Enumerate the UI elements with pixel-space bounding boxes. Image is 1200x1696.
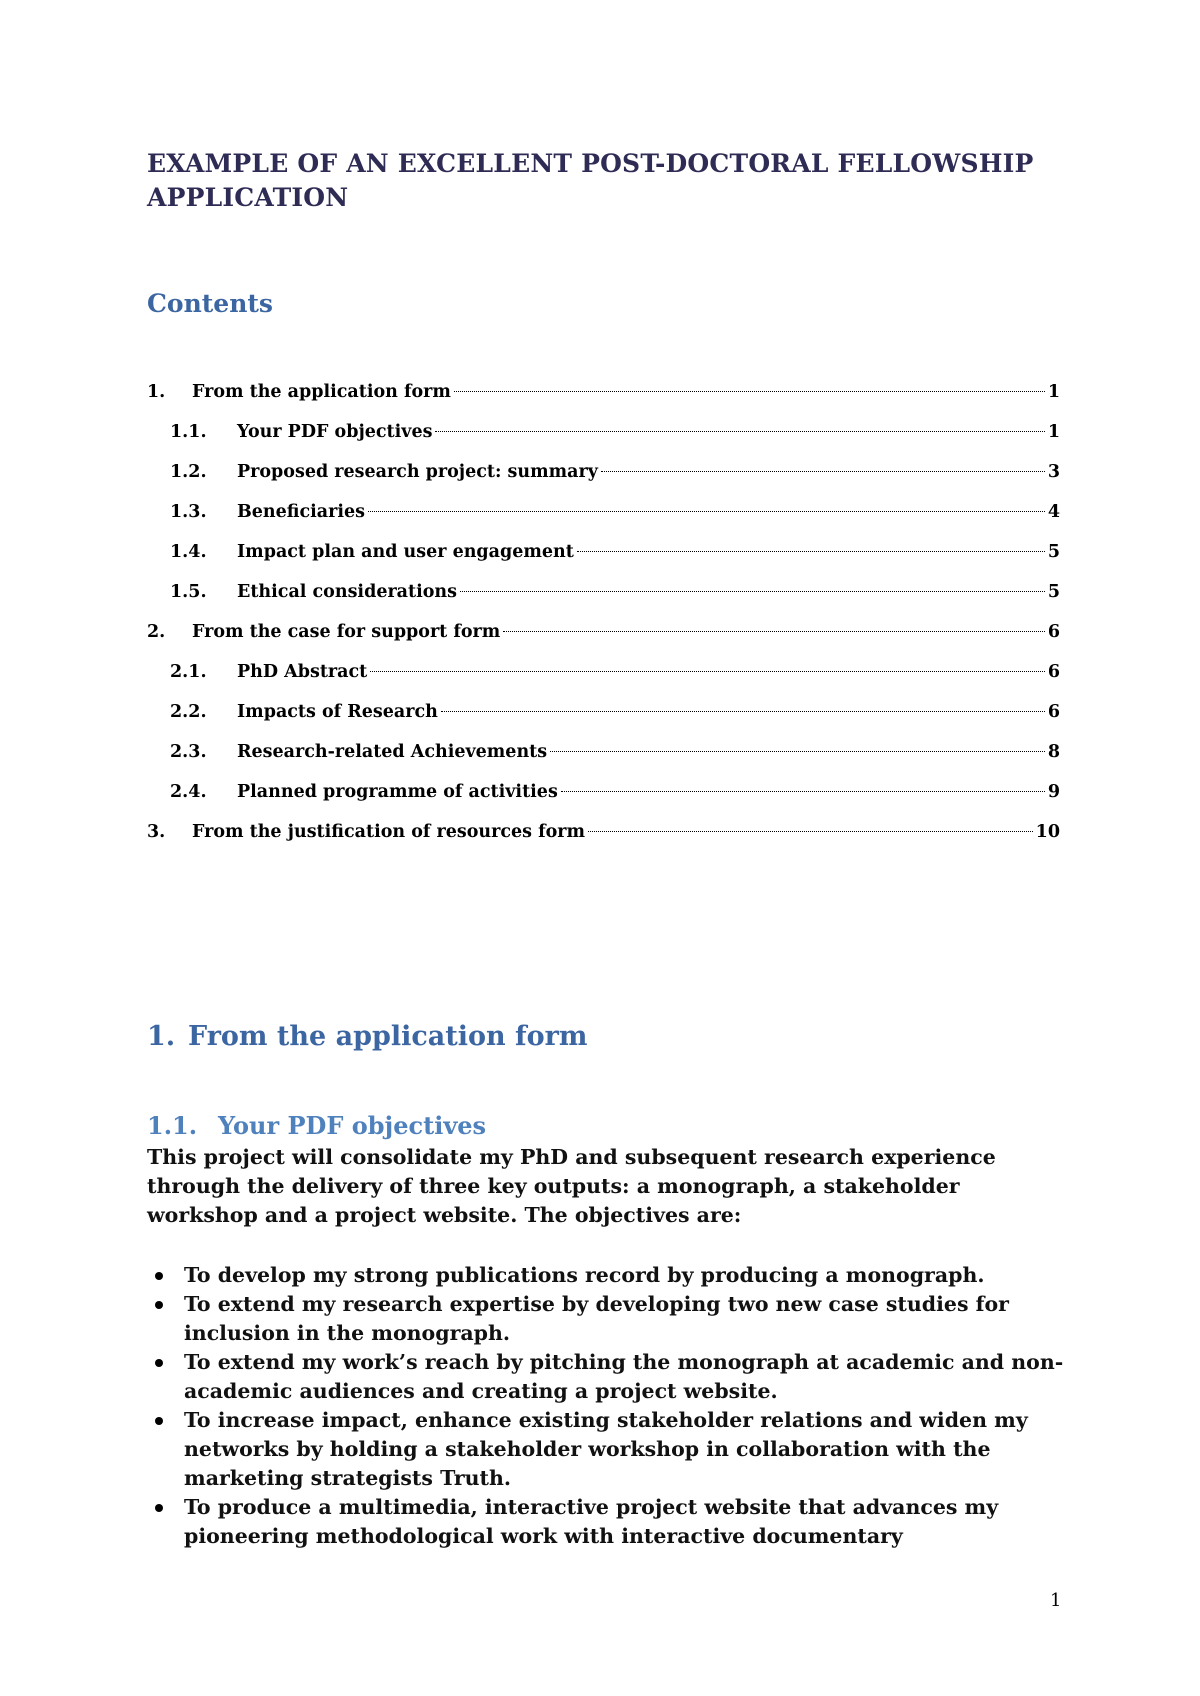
toc-dot-leader [588, 831, 1033, 832]
subsection-title: Your PDF objectives [218, 1111, 487, 1140]
toc-entry-label: Ethical considerations [237, 582, 457, 602]
toc-entry-label: PhD Abstract [237, 662, 368, 682]
toc-dot-leader [503, 631, 1045, 632]
toc-entry[interactable] [147, 738, 1060, 778]
list-item: To increase impact, enhance existing stakeholder relations and widen my networks by holding a stakeholder workshop in collaboration with the marketing strategists Truth. [147, 1406, 1067, 1493]
toc-entry-number: 1.3. [170, 502, 207, 522]
toc-entry-page: 8 [1047, 742, 1060, 762]
section-heading [147, 1021, 587, 1052]
subsection-number: 1.1. [147, 1111, 198, 1140]
toc-dot-leader [368, 511, 1045, 512]
toc-entry-page: 6 [1047, 702, 1060, 722]
toc-entry[interactable] [147, 378, 1060, 418]
toc-dot-leader [601, 471, 1045, 472]
toc-dot-leader [460, 591, 1045, 592]
toc-entry-label: From the justification of resources form [192, 822, 586, 842]
toc-entry-page: 1 [1047, 382, 1060, 402]
toc-entry-number: 3. [147, 822, 166, 842]
document-title: EXAMPLE OF AN EXCELLENT POST-DOCTORAL FELLOWSHIP APPLICATION [147, 149, 1034, 212]
table-of-contents [147, 378, 1060, 858]
toc-entry[interactable] [147, 818, 1060, 858]
toc-entry-number: 1.4. [170, 542, 207, 562]
toc-entry-label: From the application form [192, 382, 451, 402]
toc-dot-leader [441, 711, 1045, 712]
toc-entry[interactable] [147, 458, 1060, 498]
toc-heading: Contents [147, 289, 274, 318]
subsection-heading [147, 1111, 486, 1140]
objectives-intro: This project will consolidate my PhD and subsequent research experience through the delivery of three key outputs: a monograph, a stakeholder workshop and a project website. The objectives are: [147, 1145, 996, 1227]
list-item: To produce a multimedia, interactive project website that advances my pioneering methodological work with interactive documentary [147, 1493, 1067, 1551]
toc-entry[interactable] [147, 538, 1060, 578]
toc-entry-label: Impact plan and user engagement [237, 542, 574, 562]
toc-entry-page: 5 [1047, 542, 1060, 562]
toc-entry-number: 2.4. [170, 782, 207, 802]
toc-entry-page: 6 [1047, 662, 1060, 682]
toc-dot-leader [550, 751, 1045, 752]
toc-entry-number: 1.1. [170, 422, 207, 442]
toc-entry[interactable] [147, 418, 1060, 458]
toc-entry-page: 9 [1047, 782, 1060, 802]
toc-dot-leader [435, 431, 1044, 432]
toc-entry-number: 2. [147, 622, 166, 642]
toc-entry-page: 6 [1047, 622, 1060, 642]
page-number: 1 [1050, 1590, 1062, 1611]
toc-dot-leader [454, 391, 1045, 392]
toc-dot-leader [370, 671, 1045, 672]
toc-entry[interactable] [147, 618, 1060, 658]
toc-entry-page: 1 [1047, 422, 1060, 442]
toc-entry-number: 2.2. [170, 702, 207, 722]
toc-entry[interactable] [147, 778, 1060, 818]
objectives-list [147, 1261, 1067, 1551]
toc-entry-page: 3 [1047, 462, 1060, 482]
toc-entry-label: Your PDF objectives [237, 422, 433, 442]
toc-entry-page: 5 [1047, 582, 1060, 602]
list-item: To develop my strong publications record by producing a monograph. [147, 1261, 1067, 1290]
toc-entry-number: 1.5. [170, 582, 207, 602]
toc-entry-label: From the case for support form [192, 622, 501, 642]
toc-entry-label: Impacts of Research [237, 702, 438, 722]
toc-dot-leader [577, 551, 1045, 552]
toc-entry[interactable] [147, 658, 1060, 698]
list-item: To extend my research expertise by developing two new case studies for inclusion in the monograph. [147, 1290, 1067, 1348]
toc-entry-page: 4 [1047, 502, 1060, 522]
toc-entry-page: 10 [1035, 822, 1060, 842]
toc-entry[interactable] [147, 498, 1060, 538]
section-number: 1. [147, 1021, 176, 1052]
toc-entry-label: Proposed research project: summary [237, 462, 598, 482]
toc-entry[interactable] [147, 578, 1060, 618]
toc-entry[interactable] [147, 698, 1060, 738]
toc-entry-label: Planned programme of activities [237, 782, 558, 802]
toc-entry-number: 2.1. [170, 662, 207, 682]
toc-entry-number: 2.3. [170, 742, 207, 762]
list-item: To extend my work’s reach by pitching the monograph at academic and non-academic audiences and creating a project website. [147, 1348, 1067, 1406]
toc-entry-number: 1.2. [170, 462, 207, 482]
toc-entry-number: 1. [147, 382, 166, 402]
toc-entry-label: Research-related Achievements [237, 742, 548, 762]
toc-entry-label: Beneficiaries [237, 502, 366, 522]
toc-dot-leader [561, 791, 1045, 792]
section-title: From the application form [188, 1021, 588, 1052]
